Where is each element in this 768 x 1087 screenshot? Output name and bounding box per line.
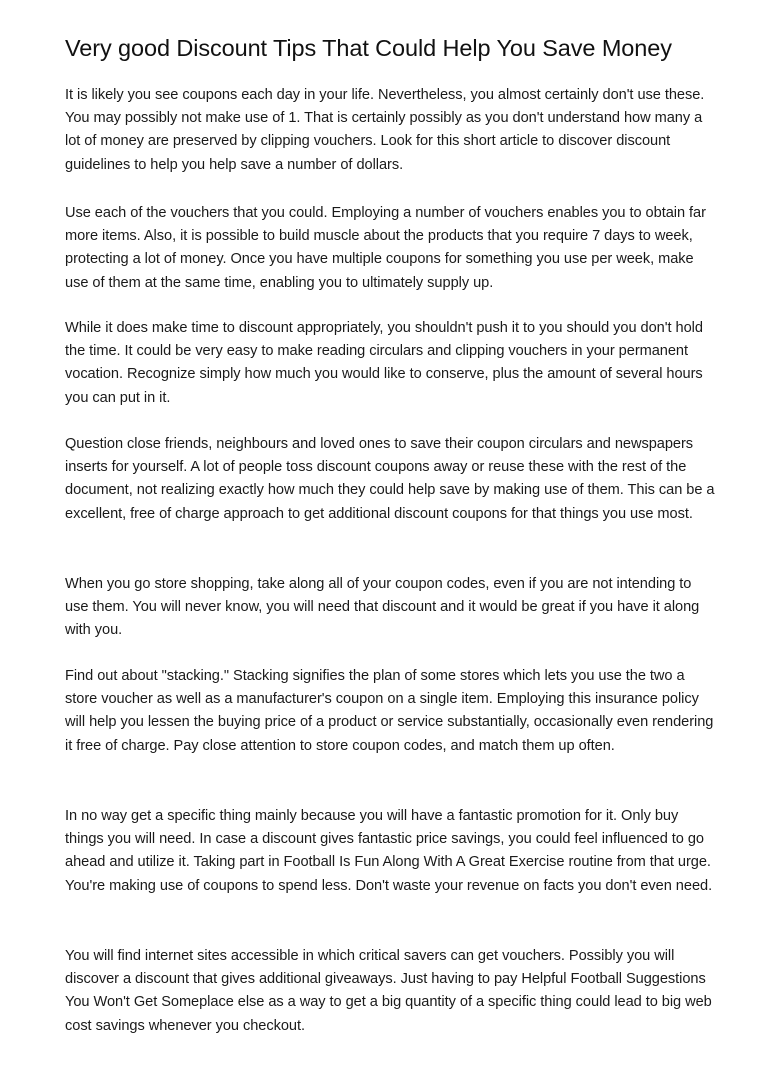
paragraph-1: It is likely you see coupons each day in your life. Nevertheless, you almost certainly don't use these. You may possibly not make use of 1. That is certainly possibly as you don't understand how many a lot of money are preserved by clipping vouchers. Look for this short article to discover discount guidelines to help you help save a number of dollars.: [65, 87, 705, 173]
paragraph-5: When you go store shopping, take along all of your coupon codes, even if you are not intending to use them. You will never know, you will need that discount and it would be great if you have it along with you.: [65, 576, 700, 639]
paragraph-2: Use each of the vouchers that you could. Employing a number of vouchers enables you to obtain far more items. Also, it is possible to build muscle about the products that you require 7 days to week, protecting a lot of money. Once you have multiple coupons for something you use per week, make use of them at the same time, enabling you to ultimately supply up.: [65, 205, 706, 291]
document-title: Very good Discount Tips That Could Help You Save Money: [65, 35, 672, 61]
paragraph-4: Question close friends, neighbours and loved ones to save their coupon circulars and newspapers inserts for yourself. A lot of people toss discount coupons away or reuse these with the rest of the document, not realizing exactly how much they could help save by making use of them. This can be a excellent, free of charge approach to get additional discount coupons for that things you use most.: [65, 436, 715, 522]
paragraph-7: In no way get a specific thing mainly because you will have a fantastic promotion for it. Only buy things you will need. In case a discount gives fantastic price savings, you could feel influenced to go ahead and utilize it. Taking part in Football Is Fun Along With A Great Exercise routine from that urge. You're making use of coupons to spend less. Don't waste your revenue on facts you don't even need.: [65, 808, 713, 894]
document-page: [65, 30, 715, 1034]
paragraph-8: You will find internet sites accessible in which critical savers can get vouchers. Possibly you will discover a discount that gives additional giveaways. Just having to pay Helpful Football Suggestions You Won't Get Someplace else as a way to get a big quantity of a specific thing could lead to big web cost savings whenever you checkout.: [65, 948, 712, 1034]
paragraph-3: While it does make time to discount appropriately, you shouldn't push it to you should you don't hold the time. It could be very easy to make reading circulars and clipping vouchers in your permanent vocation. Recognize simply how much you would like to conserve, plus the amount of several hours you can put in it.: [65, 320, 703, 406]
paragraph-6: Find out about "stacking." Stacking signifies the plan of some stores which lets you use the two a store voucher as well as a manufacturer's coupon on a single item. Employing this insurance policy will help you lessen the buying price of a product or service substantially, occasionally even rendering it free of charge. Pay close attention to store coupon codes, and match them up often.: [65, 668, 714, 754]
